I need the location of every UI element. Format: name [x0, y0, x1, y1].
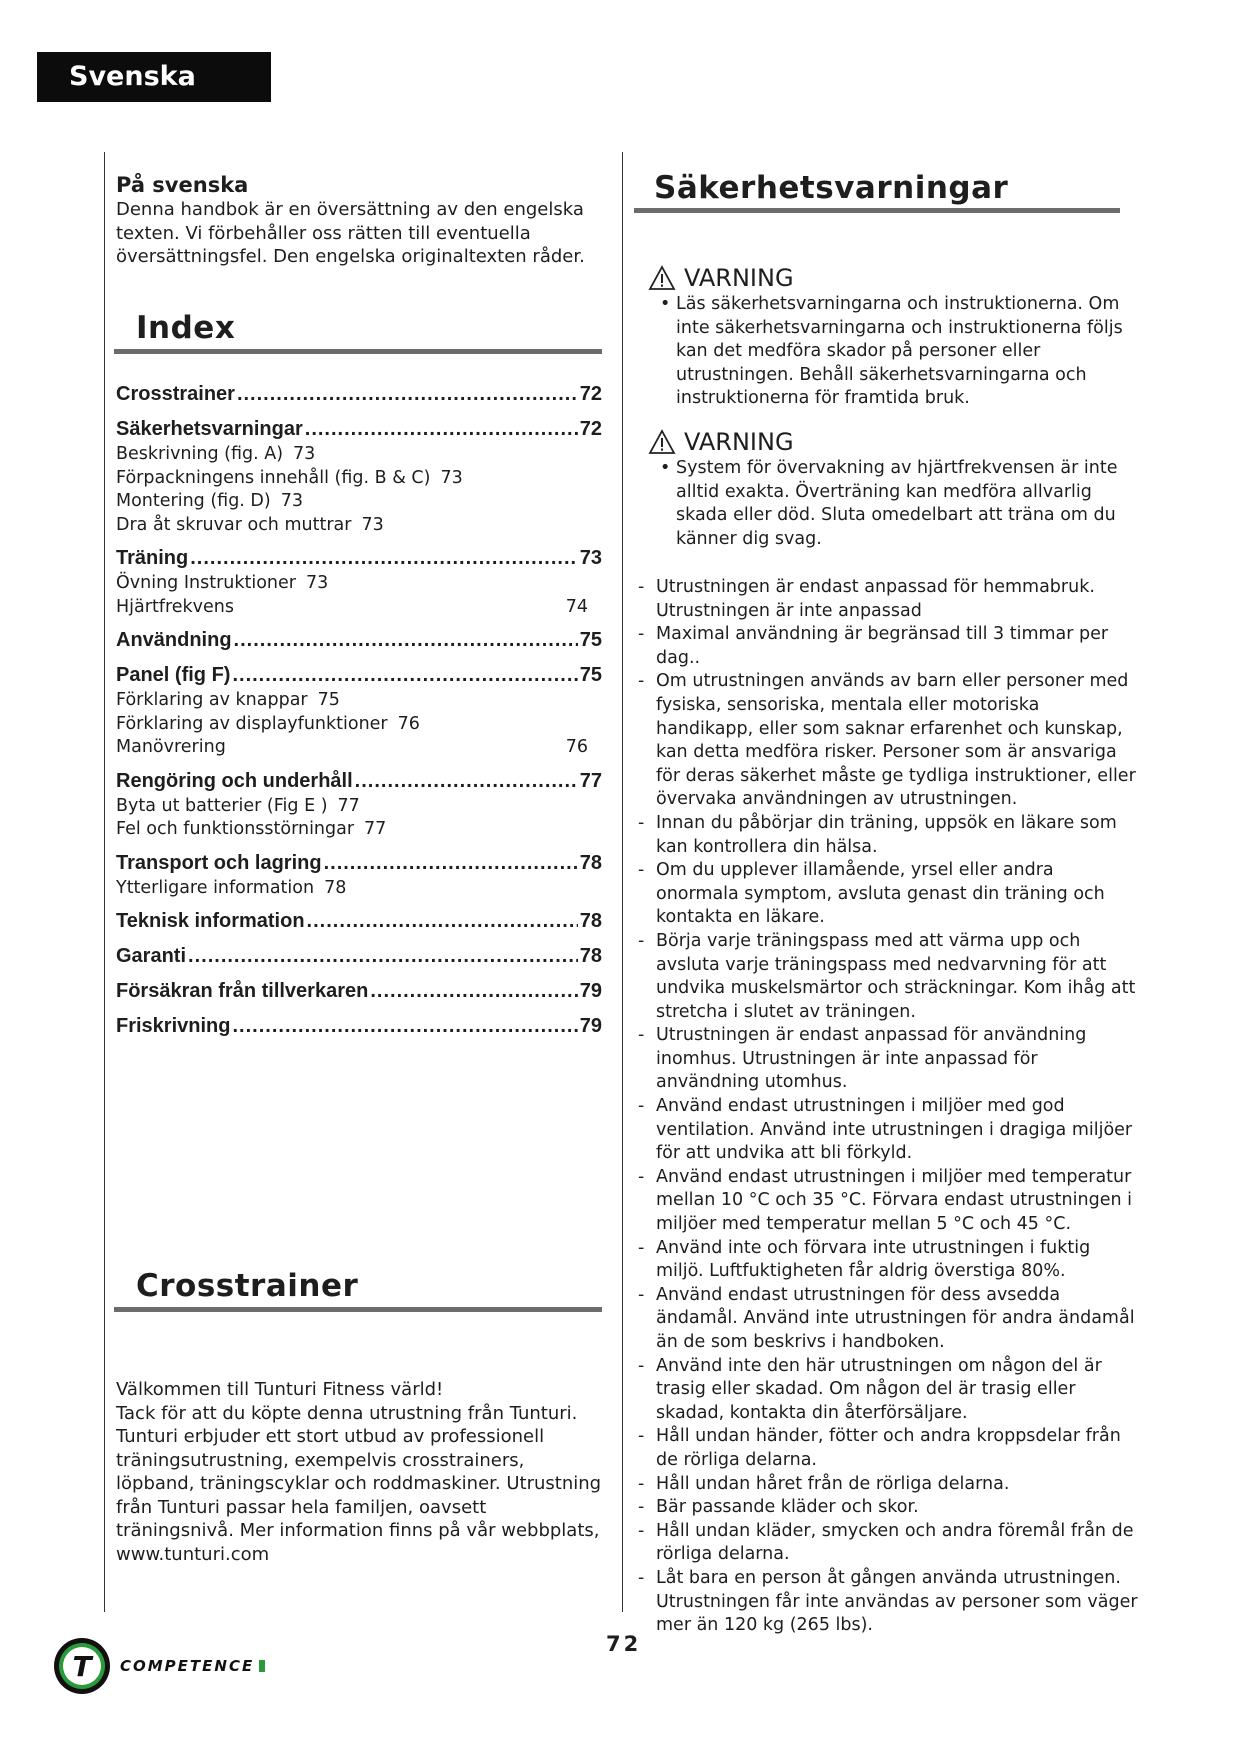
safety-list-item: [638, 623, 1140, 670]
safety-list-item: [638, 1425, 1140, 1472]
intro-block: [116, 172, 606, 269]
toc-title: Transport och lagring: [116, 851, 322, 874]
safety-list-item: [638, 812, 1140, 859]
safety-item-text: Använd endast utrustningen i miljöer med god ventilation. Använd inte utrustningen i dragiga miljöer för att undvika att bli förkyld.: [656, 1096, 1133, 1164]
toc-subentry-title: Förpackningens innehåll (fig. B & C): [116, 467, 431, 488]
logo-accent-bar: [259, 1660, 265, 1672]
toc-entry: [116, 544, 602, 619]
safety-item-text: Utrustningen är endast anpassad för hemmabruk. Utrustningen är inte anpassad: [656, 577, 1095, 621]
toc-subentry: [116, 467, 602, 491]
list-dash: -: [638, 1355, 645, 1376]
crosstrainer-intro: [116, 1378, 606, 1566]
list-dash: -: [638, 860, 645, 881]
safety-item-text: Håll undan händer, fötter och andra kroppsdelar från de rörliga delarna.: [656, 1426, 1121, 1470]
toc-page: 77: [579, 769, 602, 792]
toc-subentry: [116, 490, 602, 514]
toc-leader-dots: [234, 626, 578, 654]
toc-subentry-page: 74: [565, 596, 588, 617]
toc-page: 78: [579, 851, 602, 874]
safety-list-item: [638, 1567, 1140, 1638]
toc-entry: [116, 942, 602, 970]
list-dash: -: [638, 1473, 645, 1494]
warning-triangle-icon: [648, 265, 676, 291]
safety-item-text: Börja varje träningspass med att värma upp och avsluta varje träningspass med nedvarvning för att undvika muskelsmärtor och sträckningar. Kom ihåg att stretcha i slutet av träningen.: [656, 930, 1136, 1022]
safety-list-item: [638, 576, 1140, 623]
safety-list-item: [638, 1473, 1140, 1497]
warning-label: VARNING: [684, 428, 794, 456]
warning-bullet: •: [660, 294, 671, 314]
toc-leader-dots: [307, 907, 578, 935]
list-dash: -: [638, 1567, 645, 1588]
toc-subentry-title: Montering (fig. D): [116, 491, 271, 511]
toc-main-line: [116, 544, 602, 572]
list-dash: -: [638, 1025, 645, 1046]
toc-title: Teknisk information: [116, 910, 305, 932]
toc-subentry-title: Fel och funktionsstörningar: [116, 819, 355, 839]
safety-list-item: [638, 670, 1140, 812]
toc-subentry: [116, 443, 602, 467]
toc-subentry-page: 73: [305, 573, 329, 593]
safety-item-text: Låt bara en person åt gången använda utrustningen. Utrustningen får inte användas av personer som väger mer än 120 kg (265 lbs).: [656, 1567, 1138, 1636]
toc-leader-dots: [305, 415, 578, 443]
toc-main-line: [116, 977, 602, 1005]
list-dash: -: [638, 1237, 645, 1258]
safety-list: [638, 576, 1140, 1638]
welcome-line: Välkommen till Tunturi Fitness värld!: [116, 1379, 444, 1400]
toc-title: Säkerhetsvarningar: [116, 418, 303, 440]
warning-text: Läs säkerhetsvarningarna och instruktionerna. Om inte säkerhetsvarningarna och instruktionerna följs kan det medföra skador på personer eller utrustningen. Behåll säkerhetsvarningarna och instruktionerna för framtida bruk.: [676, 294, 1123, 408]
tunturi-logo-icon: [52, 1636, 112, 1696]
toc-entry: [116, 849, 602, 901]
toc-leader-dots: [324, 849, 578, 877]
safety-item-text: Håll undan kläder, smycken och andra föremål från de rörliga delarna.: [656, 1520, 1134, 1565]
toc-main-line: [116, 661, 602, 689]
toc-leader-dots: [370, 977, 577, 1005]
toc-entry: [116, 977, 602, 1005]
center-column-rule: [622, 152, 623, 1612]
toc-main-line: [116, 767, 602, 795]
toc-main-line: [116, 380, 602, 408]
list-dash: -: [638, 812, 645, 833]
toc-page: 75: [579, 629, 602, 651]
language-tab: Svenska: [37, 52, 271, 102]
toc-main-line: [116, 849, 602, 877]
toc-subentry: [116, 818, 602, 842]
list-dash: -: [638, 1497, 645, 1518]
toc-subentry-page: 73: [361, 514, 384, 535]
safety-item-text: Använd endast utrustningen i miljöer med temperatur mellan 10 °C och 35 °C. Förvara endast utrustningen i miljöer med temperatur mellan 5 °C och 45 °C.: [656, 1166, 1132, 1235]
toc-subentry-title: Beskrivning (fig. A): [116, 444, 284, 464]
toc-page: 72: [579, 383, 602, 405]
toc-page: 73: [579, 547, 602, 569]
logo-letter: T: [72, 1650, 92, 1683]
safety-list-item: [638, 1166, 1140, 1237]
toc-subentry: [116, 572, 602, 596]
toc-main-line: [116, 942, 602, 970]
toc-title: Garanti: [116, 945, 187, 967]
crosstrainer-rule: [114, 1307, 602, 1312]
toc-leader-dots: [355, 767, 578, 795]
toc-entry: [116, 907, 602, 935]
toc-page: 79: [579, 1015, 602, 1037]
safety-item-text: Om utrustningen används av barn eller personer med fysiska, sensoriska, mentala eller motoriska handikapp, eller som saknar erfarenhet och kunskap, kan detta medföra risker. Personer som är ansvariga för deras säkerhet måste ge tydliga instruktioner, eller övervaka användningen av utrustningen.: [656, 671, 1136, 810]
warning-box: [648, 427, 1128, 551]
safety-heading: Säkerhetsvarningar: [654, 170, 1009, 206]
toc-subentry-title: Manövrering: [116, 737, 226, 757]
safety-item-text: Utrustningen är endast anpassad för användning inomhus. Utrustningen är inte anpassad för användning utomhus.: [656, 1025, 1087, 1093]
left-column-rule: [104, 152, 105, 1612]
safety-list-item: [638, 1496, 1140, 1520]
warning-label: VARNING: [684, 264, 794, 292]
toc-subentry-title: Hjärtfrekvens: [116, 596, 235, 617]
toc-title: Friskrivning: [116, 1015, 231, 1037]
toc-leader-dots: [188, 942, 578, 970]
safety-item-text: Håll undan håret från de rörliga delarna.: [656, 1473, 1010, 1494]
toc-entry: [116, 1012, 602, 1040]
toc-subentry: [116, 877, 602, 901]
toc-page: 75: [579, 664, 602, 686]
list-dash: -: [638, 671, 645, 692]
warning-text: System för övervakning av hjärtfrekvensen är inte alltid exakta. Överträning kan medföra allvarlig skada eller död. Sluta omedelbart att träna om du känner dig svag.: [676, 458, 1118, 549]
toc-title: Försäkran från tillverkaren: [116, 980, 369, 1002]
list-dash: -: [638, 624, 645, 645]
toc-subentry-page: 73: [293, 444, 316, 464]
toc-entry: [116, 415, 602, 537]
toc-entry: [116, 626, 602, 654]
index-rule: [114, 349, 602, 354]
toc-subentry-page: 77: [337, 795, 360, 816]
toc-title: Crosstrainer: [116, 383, 235, 405]
safety-item-text: Om du upplever illamående, yrsel eller andra onormala symptom, avsluta genast din träning och kontakta en läkare.: [656, 860, 1105, 928]
safety-item-text: Innan du påbörjar din träning, uppsök en läkare som kan kontrollera din hälsa.: [656, 812, 1117, 857]
toc-main-line: [116, 907, 602, 935]
toc-title: Träning: [116, 547, 189, 569]
logo-text: COMPETENCE: [120, 1657, 255, 1675]
tunturi-competence-logo: [52, 1636, 265, 1696]
safety-item-text: Maximal användning är begränsad till 3 timmar per dag..: [656, 624, 1109, 668]
list-dash: -: [638, 1284, 645, 1305]
toc-subentry: [116, 514, 602, 538]
toc-subentry-page: 77: [364, 819, 387, 839]
list-dash: -: [638, 1426, 645, 1447]
index-heading: Index: [136, 310, 236, 346]
toc-leader-dots: [237, 380, 578, 408]
toc-entry: [116, 661, 602, 760]
list-dash: -: [638, 1520, 645, 1541]
safety-item-text: Använd inte den här utrustningen om någon del är trasig eller skadad. Om någon del är trasig eller skadad, kontakta din återförsäljare.: [656, 1355, 1102, 1423]
safety-list-item: [638, 1024, 1140, 1095]
list-dash: -: [638, 1166, 645, 1187]
toc-page: 72: [579, 418, 602, 440]
toc-leader-dots: [232, 661, 577, 689]
safety-list-item: [638, 1284, 1140, 1355]
toc-leader-dots: [232, 1012, 577, 1040]
safety-item-text: Använd endast utrustningen för dess avsedda ändamål. Använd inte utrustningen för andra ändamål än de som beskrivs i handboken.: [656, 1284, 1135, 1352]
warning-box: [648, 263, 1128, 411]
crosstrainer-heading: Crosstrainer: [136, 1268, 359, 1304]
safety-item-text: Bär passande kläder och skor.: [656, 1497, 919, 1518]
list-dash: -: [638, 577, 645, 597]
toc-main-line: [116, 626, 602, 654]
safety-list-item: [638, 1355, 1140, 1426]
toc-entry: [116, 380, 602, 408]
toc-subentry-page: 73: [440, 467, 463, 488]
toc-subentry-page: 73: [280, 491, 304, 511]
toc-subentry: [116, 736, 602, 760]
toc-title: Rengöring och underhåll: [116, 769, 353, 792]
toc-subentry: [116, 689, 602, 713]
toc-title: Panel (fig F): [116, 664, 231, 686]
warning-triangle-icon: [648, 429, 676, 455]
toc-subentry-page: 76: [397, 713, 420, 734]
toc-leader-dots: [190, 544, 578, 572]
toc-page: 79: [579, 980, 602, 1002]
toc-entry: [116, 767, 602, 842]
welcome-text: Tack för att du köpte denna utrustning från Tunturi. Tunturi erbjuder ett stort utbud av professionell träningsutrustning, exempelvis crosstrainers, löpband, träningscyklar och roddmaskiner. Utrustning från Tunturi passar hela familjen, oavsett träningsnivå. Mer information finns på vår webbplats, www.tunturi.com: [116, 1402, 602, 1565]
safety-rule: [634, 208, 1120, 213]
toc-subentry-title: Övning Instruktioner: [116, 573, 296, 593]
toc-main-line: [116, 415, 602, 443]
toc-subentry-page: 78: [324, 877, 347, 898]
page-number: 72: [606, 1632, 642, 1656]
toc-title: Användning: [116, 629, 232, 651]
toc-subentry: [116, 596, 602, 620]
toc-main-line: [116, 1012, 602, 1040]
toc-subentry-page: 76: [565, 737, 588, 757]
toc-subentry-title: Dra åt skruvar och muttrar: [116, 514, 352, 535]
toc-subentry-page: 75: [317, 690, 340, 710]
toc-subentry-title: Byta ut batterier (Fig E ): [116, 795, 328, 816]
safety-list-item: [638, 1237, 1140, 1284]
safety-list-item: [638, 1095, 1140, 1166]
safety-list-item: [638, 859, 1140, 930]
toc-subentry: [116, 713, 602, 737]
list-dash: -: [638, 930, 645, 951]
intro-text: Denna handbok är en översättning av den engelska texten. Vi förbehåller oss rätten till eventuella översättningsfel. Den engelska originaltexten råder.: [116, 199, 585, 267]
list-dash: -: [638, 1096, 645, 1117]
safety-list-item: [638, 930, 1140, 1024]
table-of-contents: [116, 380, 602, 1047]
safety-item-text: Använd inte och förvara inte utrustningen i fuktig miljö. Luftfuktigheten får aldrig överstiga 80%.: [656, 1237, 1091, 1282]
toc-page: 78: [579, 945, 602, 967]
safety-list-item: [638, 1520, 1140, 1567]
toc-subentry-title: Ytterligare information: [116, 877, 315, 898]
toc-subentry-title: Förklaring av displayfunktioner: [116, 713, 388, 734]
toc-page: 78: [579, 910, 602, 932]
toc-subentry-title: Förklaring av knappar: [116, 690, 308, 710]
intro-title: På svenska: [116, 173, 249, 197]
toc-subentry: [116, 795, 602, 819]
warning-bullet: •: [660, 458, 671, 478]
